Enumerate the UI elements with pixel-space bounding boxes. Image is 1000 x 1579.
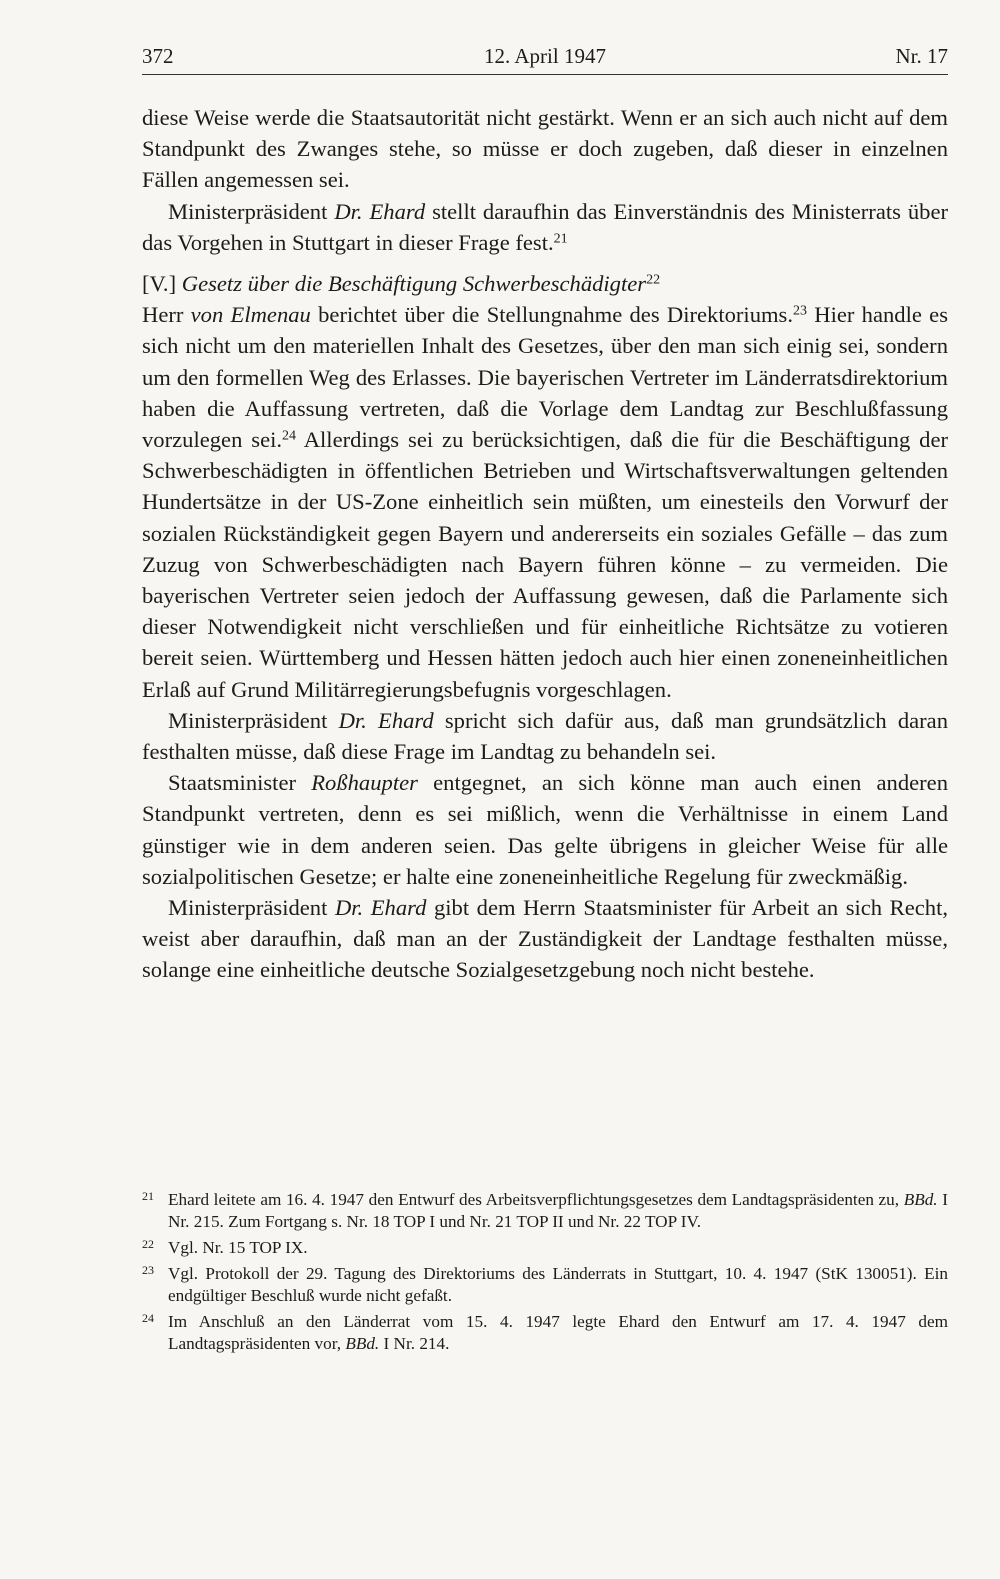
paragraph-4 [142, 705, 948, 767]
document-number: Nr. 17 [895, 44, 948, 68]
footnote-number: 23 [142, 1263, 154, 1277]
text-run: Ministerpräsident [168, 895, 335, 921]
footnote-23 [142, 1263, 948, 1307]
speaker-name: Dr. Ehard [334, 895, 427, 921]
footnote-ref[interactable]: 23 [793, 303, 808, 319]
text-run: Staatsminister [168, 770, 312, 796]
speaker-name: Dr. Ehard [334, 198, 426, 224]
footnote-italic: BBd. [903, 1190, 938, 1209]
section-heading [142, 268, 948, 299]
footnote-text: I Nr. 215. Zum Fortgang s. Nr. 18 TOP I und Nr. 21 TOP II und Nr. 22 TOP IV. [168, 1190, 948, 1231]
speaker-name: Dr. Ehard [338, 707, 434, 733]
footnote-text: I Nr. 214. [379, 1334, 450, 1353]
footnote-text: Ehard leitete am 16. 4. 1947 den Entwurf des Arbeitsverpflichtungsgesetzes dem Landtagspräsidenten zu, [168, 1190, 904, 1209]
paragraph-6 [142, 892, 948, 986]
footnote-number: 22 [142, 1237, 154, 1251]
text-run: entgegnet, an sich könne man auch einen anderen Standpunkt vertreten, denn es sei mißlich, wenn die Verhältnisse in einem Land günstiger wie in dem anderen seien. Das gelte übrigens in gleicher Weise für alle sozialpolitischen Gesetze; er halte eine zoneneinheitliche Regelung für zweckmäßig. [142, 770, 948, 889]
text-run: Ministerpräsident [168, 707, 339, 733]
speaker-name: Roßhaupter [311, 770, 418, 796]
text-run: Hier handle es sich nicht um den materiellen Inhalt des Gesetzes, über den man sich einig sei, sondern um den formellen Weg des Erlasses. Die bayerischen Vertreter im Länderratsdirektorium haben die Auffassung vertreten, daß die Vorlage dem Landtag zur Beschlußfassung vorzulegen sei. [142, 302, 948, 453]
paragraph-3 [142, 299, 948, 705]
text-run: gibt dem Herrn Staatsminister für Arbeit an sich Recht, weist aber daraufhin, daß man an der Zuständigkeit der Landtage festhalten müsse, solange eine einheitliche deutsche Sozialgesetzgebung noch nicht bestehe. [142, 895, 948, 983]
text-run: berichtet über die Stellungnahme des Direktoriums. [310, 302, 794, 328]
footnote-text: Im Anschluß an den Länderrat vom 15. 4. 1947 legte Ehard den Entwurf am 17. 4. 1947 dem Landtagspräsidenten vor, [168, 1312, 948, 1353]
header-date: 12. April 1947 [484, 44, 606, 68]
footnote-24 [142, 1311, 948, 1355]
text-run: stellt daraufhin das Einverständnis des Ministerrats über das Vorgehen in Stuttgart in dieser Frage fest. [142, 198, 948, 255]
footnote-text: Vgl. Nr. 15 TOP IX. [168, 1238, 308, 1257]
footnote-21 [142, 1189, 948, 1233]
footnotes [142, 1189, 948, 1359]
footnote-text: Vgl. Protokoll der 29. Tagung des Direktoriums des Länderrats in Stuttgart, 10. 4. 1947 (StK 130051). Ein endgültiger Beschluß wurde nicht gefaßt. [168, 1264, 948, 1305]
paragraph-5 [142, 767, 948, 892]
footnote-italic: BBd. [345, 1334, 380, 1353]
section-title: Gesetz über die Beschäftigung Schwerbeschädigter [181, 271, 647, 297]
text-run: Ministerpräsident [168, 198, 335, 224]
speaker-name: von Elmenau [190, 302, 311, 328]
footnote-22 [142, 1237, 948, 1259]
text-run: spricht sich dafür aus, daß man grundsätzlich daran festhalten müsse, daß diese Frage im Landtag zu behandeln sei. [142, 707, 948, 765]
paragraph-1: diese Weise werde die Staatsautorität nicht gestärkt. Wenn er an sich auch nicht auf dem Standpunkt des Zwanges stehe, so müsse er doch zugeben, daß dieser in einzelnen Fällen angemessen sei. [142, 105, 948, 193]
footnote-number: 21 [142, 1189, 154, 1203]
footnote-ref[interactable]: 24 [282, 428, 297, 444]
text-run: Allerdings sei zu berücksichtigen, daß die für die Beschäftigung der Schwerbeschädigten in öffentlichen Betrieben und Wirtschaftsverwaltungen geltenden Hundertsätze in der US-Zone einheitlich sein müßten, um einesteils den Vorwurf der sozialen Rückständigkeit gegen Bayern und andererseits ein soziales Gefälle – das zum Zuzug von Schwerbeschädigten nach Bayern führen könne – zu vermeiden. Die bayerischen Vertreter seien jedoch der Auffassung gewesen, daß die Parlamente sich dieser Notwendigkeit nicht verschließen und für einheitliche Richtsätze zu votieren bereit seien. Württemberg und Hessen hätten jedoch auch hier einen zoneneinheitlichen Erlaß auf Grund Militärregierungsbefugnis vorgeschlagen. [142, 427, 949, 702]
running-header [142, 42, 948, 75]
paragraph-2 [142, 196, 948, 258]
footnote-ref[interactable]: 22 [646, 272, 661, 288]
page-number: 372 [142, 44, 174, 68]
footnote-number: 24 [142, 1311, 154, 1325]
footnote-ref[interactable]: 21 [553, 231, 568, 247]
main-text [142, 102, 948, 986]
section-number: [V.] [142, 271, 182, 297]
text-run: Herr [142, 302, 191, 328]
